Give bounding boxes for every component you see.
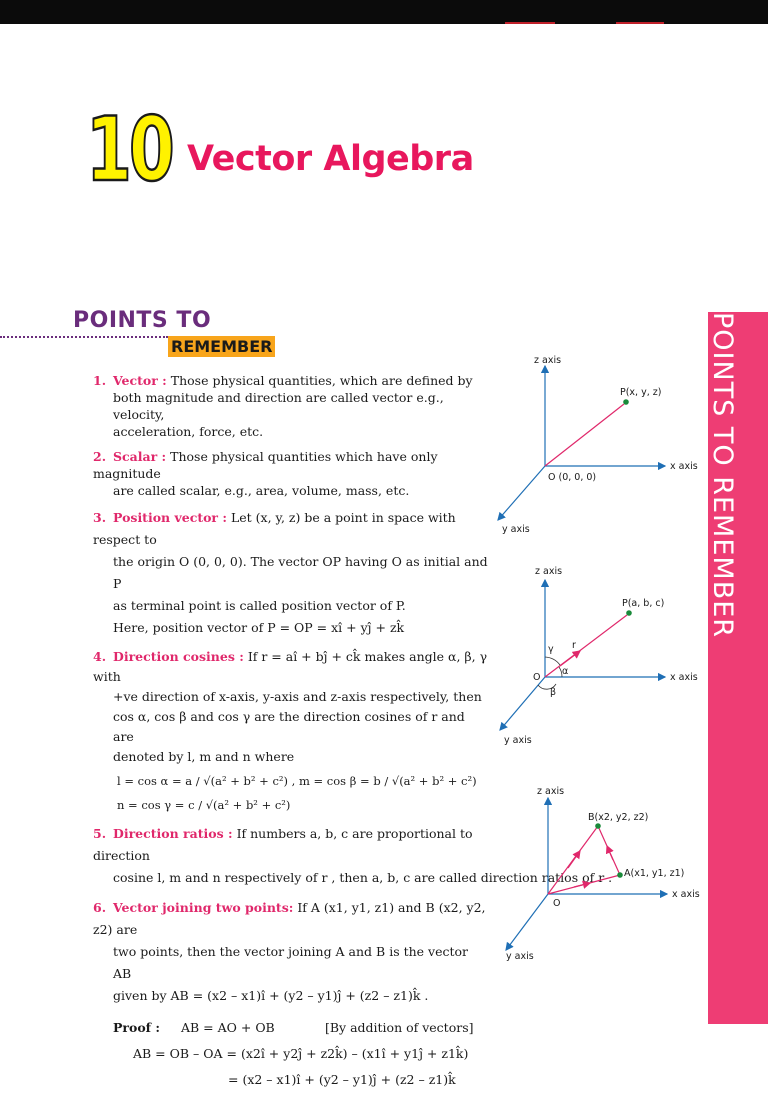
proof-equation: AB = OB – OA = (x2î + y2ĵ + z2k̂) – (x1î + y1ĵ + z1k̂) [133,1046,469,1061]
proof-reason: [By addition of vectors] [324,1020,474,1035]
top-bar-accent [505,22,555,24]
origin-label: O (0, 0, 0) [548,472,597,483]
z-axis-label: z axis [537,786,565,797]
item-line: denoted by l, m and n where [113,749,295,764]
point-b-label: B(x2, y2, z2) [588,812,649,823]
gamma-label: γ [548,644,554,655]
item-number: 3. [93,510,107,525]
item-title: Position vector : [113,510,227,525]
section-heading-bottom: REMEMBER [168,336,275,357]
item-line: given by AB = (x2 – x1)î + (y2 – y1)ĵ + (z2 – z1)k̂ . [113,988,429,1003]
origin-label: O [533,672,541,683]
item-line: cos α, cos β and cos γ are the direction cosines of r and are [113,709,465,744]
item-line: are called scalar, e.g., area, volume, mass, etc. [113,483,410,498]
alpha-label: α [562,666,569,677]
list-item [93,823,613,889]
y-axis-label: y axis [506,951,534,962]
x-axis-label: x axis [670,461,698,472]
position-vector-figure [490,350,705,540]
item-title: Direction cosines : [113,649,244,664]
y-axis-label: y axis [504,735,532,746]
item-line: Let (x, y, z) be a point in space with respect to [93,510,456,547]
ab-arrow [607,846,613,860]
y-axis-line [506,894,548,950]
origin-label: O [553,898,561,909]
item-line: If A (x1, y1, z1) and B (x2, y2, z2) are [93,900,486,937]
joining-vector-figure [490,782,705,972]
side-banner-text: POINTS TO REMEMBER [707,312,738,639]
point-label: P(a, b, c) [622,598,665,609]
item-title: Direction ratios : [113,826,233,841]
item-line: cosine l, m and n respectively of r , then a, b, c are called direction ratios of r . [113,870,613,885]
chapter-number: 10 [86,98,172,201]
x-axis-label: x axis [672,889,700,900]
formula-direction-cosine-n: n = cos γ = c / √(a² + b² + c²) [117,798,291,812]
ob-arrow [568,851,580,868]
point-label: P(x, y, z) [620,387,662,398]
point-marker [626,610,632,616]
top-bar [0,0,768,24]
item-line: the origin O (0, 0, 0). The vector OP having O as initial and P [113,554,488,591]
z-axis-label: z axis [534,355,562,366]
item-line: acceleration, force, etc. [113,424,264,439]
y-axis-line [498,466,545,520]
item-number: 2. [93,449,107,464]
proof-equation: AB = AO + OB [180,1020,275,1035]
item-line: both magnitude and direction are called vector e.g., velocity, [113,390,444,422]
x-axis-label: x axis [670,672,698,683]
item-line: Those physical quantities, which are defined by [170,373,473,388]
r-label: r [572,640,576,651]
point-b-marker [595,823,601,829]
item-number: 4. [93,649,107,664]
direction-vector-line [545,615,627,677]
position-vector-line [545,404,624,466]
point-a-label: A(x1, y1, z1) [624,868,685,879]
item-number: 5. [93,826,107,841]
item-title: Scalar : [113,449,167,464]
points-list [93,372,613,1093]
proof-label: Proof : [113,1020,161,1035]
beta-label: β [550,687,557,698]
list-item [93,897,488,1007]
item-line: +ve direction of x-axis, y-axis and z-axis respectively, then [113,689,482,704]
top-bar-accent [616,22,664,24]
item-line: two points, then the vector joining A and B is the vector AB [113,944,469,981]
item-title: Vector : [113,373,167,388]
item-line: If numbers a, b, c are proportional to direction [93,826,473,863]
item-number: 6. [93,900,107,915]
list-item [93,448,488,499]
item-line: Here, position vector of P = OP = xî + yĵ + zk̂ [113,620,405,635]
dotted-divider [0,336,168,338]
proof-block [93,1015,488,1093]
item-number: 1. [93,373,107,388]
r-arrow [560,651,580,666]
point-marker [623,399,629,405]
direction-cosines-figure [490,562,705,752]
list-item [93,507,488,639]
item-line: as terminal point is called position vector of P. [113,598,406,613]
section-heading-top: POINTS TO [73,308,212,333]
gamma-arc [545,657,560,665]
item-line: If r = aî + bĵ + ck̂ makes angle α, β, γ with [93,649,488,684]
oa-arrow [574,883,590,887]
item-line: Those physical quantities which have only magnitude [93,449,438,481]
chapter-title: Vector Algebra [187,139,474,179]
list-item [93,372,488,440]
point-a-marker [617,872,623,878]
y-axis-label: y axis [502,524,530,535]
item-title: Vector joining two points: [113,900,294,915]
formula-direction-cosines-lm: l = cos α = a / √(a² + b² + c²) , m = cos β = b / √(a² + b² + c²) [117,774,477,788]
proof-equation: = (x2 – x1)î + (y2 – y1)ĵ + (z2 – z1)k̂ [228,1072,456,1087]
list-item [93,647,488,815]
z-axis-label: z axis [535,566,563,577]
